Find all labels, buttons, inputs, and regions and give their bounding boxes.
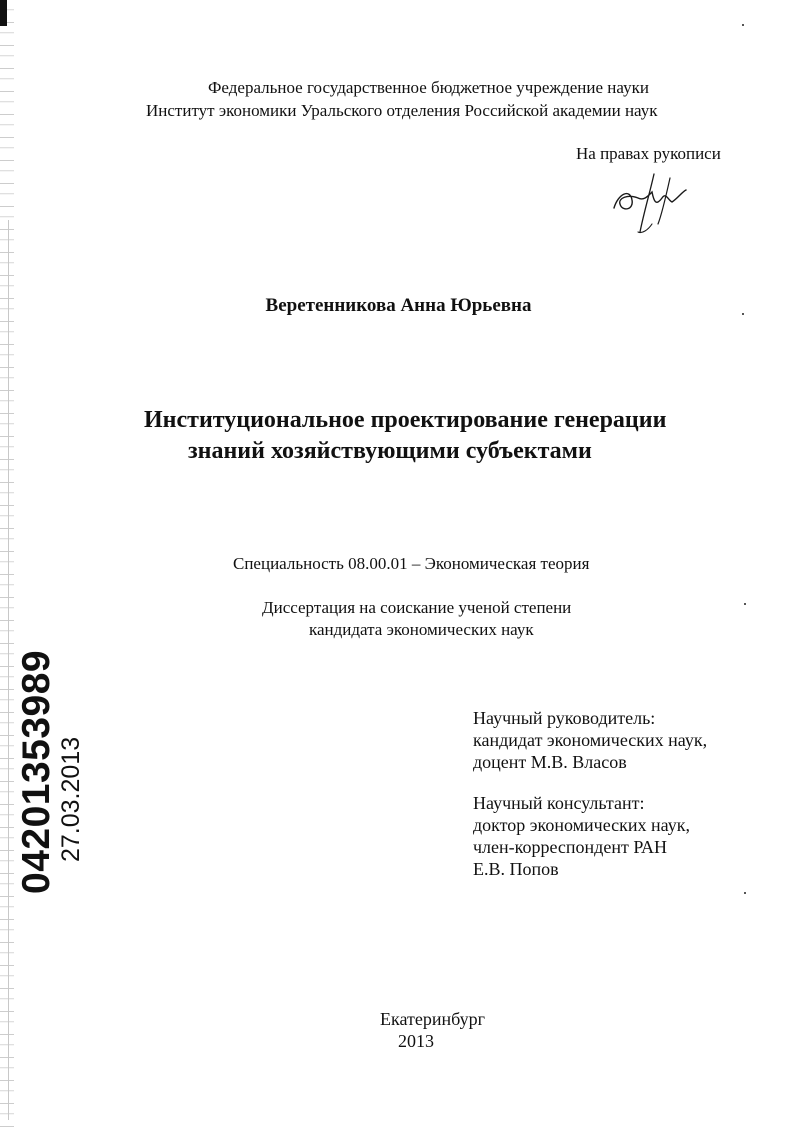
library-stamp-number: 04201353989 bbox=[15, 649, 58, 894]
consultant-role: Научный консультант: bbox=[473, 793, 645, 813]
degree-line-2: кандидата экономических наук bbox=[309, 620, 534, 639]
scan-edge-line bbox=[8, 220, 9, 1120]
scan-speck bbox=[744, 892, 746, 894]
scan-speck bbox=[744, 603, 746, 605]
consultant-position: член-корреспондент РАН bbox=[473, 837, 668, 857]
degree-line-1: Диссертация на соискание ученой степени bbox=[262, 598, 572, 617]
manuscript-rights-note: На правах рукописи bbox=[576, 144, 721, 163]
scan-edge bbox=[0, 0, 14, 1128]
city: Екатеринбург bbox=[380, 1009, 485, 1029]
library-stamp-date: 27.03.2013 bbox=[57, 736, 85, 862]
consultant-name: Е.В. Попов bbox=[473, 859, 559, 879]
supervisor-degree: кандидат экономических наук, bbox=[473, 730, 708, 750]
scan-corner-mark bbox=[0, 0, 7, 26]
scan-speck bbox=[742, 24, 744, 26]
dissertation-title-line-1: Институциональное проектирование генерации bbox=[144, 407, 667, 433]
supervisor-name: доцент М.В. Власов bbox=[473, 752, 627, 772]
year: 2013 bbox=[398, 1031, 434, 1051]
specialty: Специальность 08.00.01 – Экономическая теория bbox=[233, 554, 590, 573]
signature-icon bbox=[608, 172, 690, 240]
institution-line-1: Федеральное государственное бюджетное учреждение науки bbox=[208, 78, 649, 97]
consultant-degree: доктор экономических наук, bbox=[473, 815, 690, 835]
dissertation-title-line-2: знаний хозяйствующими субъектами bbox=[188, 438, 592, 464]
author-name: Веретенникова Анна Юрьевна bbox=[265, 295, 532, 316]
supervisor-role: Научный руководитель: bbox=[473, 708, 656, 728]
institution-line-2: Институт экономики Уральского отделения Российской академии наук bbox=[146, 101, 658, 120]
